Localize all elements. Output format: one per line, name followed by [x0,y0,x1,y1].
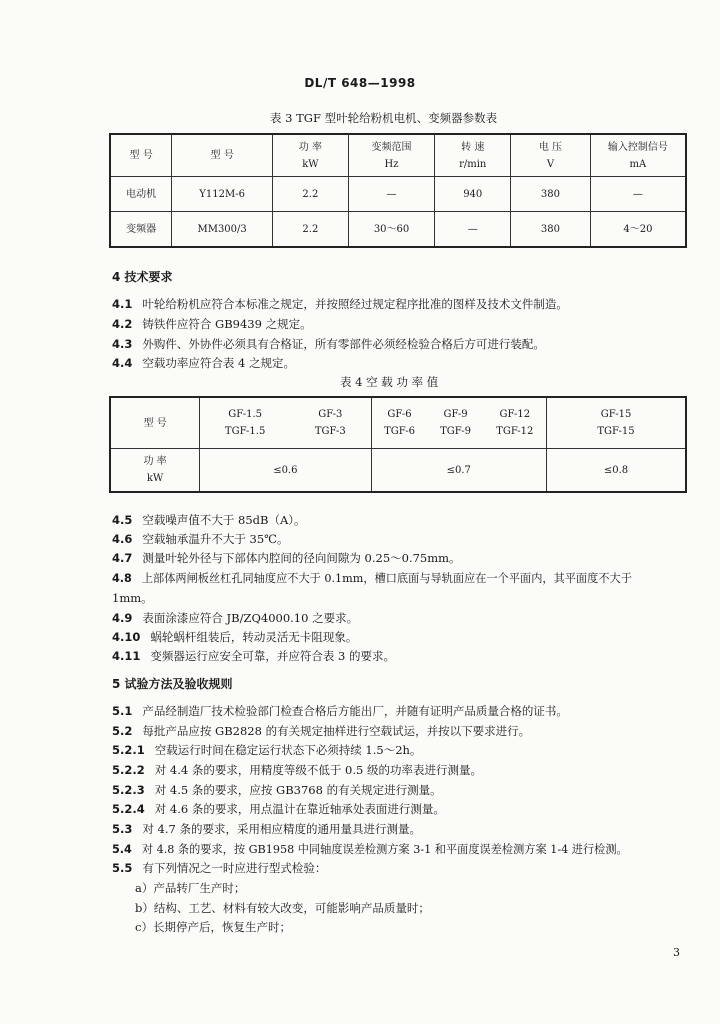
table4-model-group [371,397,547,449]
table3-header-cell: 变频范围 Hz [348,134,435,177]
clause-4-4: 4.4 空载功率应符合表 4 之规定。 [112,356,296,370]
clause-5-3: 5.3 对 4.7 条的要求，采用相应精度的通用量具进行测量。 [112,822,421,836]
section4-heading: 4 技术要求 [112,270,173,284]
standard-code-header: DL/T 648—1998 [304,76,416,90]
table3-cell: MM300/3 [172,212,273,248]
table4-model: GF-15 TGF-15 [597,409,635,437]
page-number: 3 [673,946,680,959]
table4-model: GF-6 TGF-6 [384,409,415,437]
table3-cell: 30～60 [348,212,435,248]
sub-item-c: c）长期停产后，恢复生产时； [135,920,291,934]
table3-cell: 2.2 [273,212,349,248]
table4-power-label: 功 率 kW [110,449,200,493]
clause-5-2-1: 5.2.1 空载运行时间在稳定运行状态下必须持续 1.5～2h。 [112,743,422,757]
sub-item-b: b）结构、工艺、材料有较大改变，可能影响产品质量时； [135,901,430,915]
clause-4-6: 4.6 空载轴承温升不大于 35℃。 [112,532,289,546]
table3-header-cell: 型 号 [110,134,172,177]
clause-4-8: 4.8 上部体两闸板丝杠孔同轴度应不大于 0.1mm，槽口底面与导轨面应在一个平面内，其平面度不大于 [112,572,632,585]
clause-5-2-2: 5.2.2 对 4.4 条的要求，用精度等级不低于 0.5 级的功率表进行测量。 [112,763,482,777]
table4 [109,396,687,493]
table3-cell: 380 [511,177,591,212]
clause-5-2-3: 5.2.3 对 4.5 条的要求，应按 GB3768 的有关规定进行测量。 [112,783,442,797]
table3 [109,133,687,248]
table-row [110,212,686,248]
table3-caption: 表 3 TGF 型叶轮给粉机电机、变频器参数表 [270,111,498,125]
table3-header-cell: 电 压 V [511,134,591,177]
table3-cell: 940 [435,177,511,212]
clause-4-2: 4.2 铸铁件应符合 GB9439 之规定。 [112,317,312,331]
table4-model-row [110,397,686,449]
table4-model: GF-1.5 TGF-1.5 [224,409,266,437]
table4-model-group [200,397,371,449]
table3-header-cell: 转 速 r/min [435,134,511,177]
table3-header-row [110,134,686,177]
table4-model: GF-3 TGF-3 [314,409,346,437]
table3-cell: — [348,177,435,212]
clause-4-3: 4.3 外购件、外协件必须具有合格证，所有零部件必须经检验合格后方可进行装配。 [112,337,545,351]
table4-row-label: 型 号 [110,397,200,449]
table3-header-cell: 输入控制信号 mA [590,134,686,177]
clause-5-2: 5.2 每批产品应按 GB2828 的有关规定抽样进行空载试运，并按以下要求进行。 [112,724,531,738]
table3-cell: 2.2 [273,177,349,212]
clause-5-1: 5.1 产品经制造厂技术检验部门检查合格后方能出厂，并随有证明产品质量合格的证书。 [112,704,568,718]
table3-cell: 电动机 [110,177,172,212]
table4-power-row [110,449,686,493]
clause-4-1: 4.1 叶轮给粉机应符合本标准之规定，并按照经过规定程序批准的图样及技术文件制造。 [112,297,568,311]
clause-4-5: 4.5 空载噪声值不大于 85dB（A）。 [112,513,306,527]
table4-model: GF-12 TGF-12 [496,409,534,437]
table4-caption: 表 4 空 载 功 率 值 [340,375,439,389]
table3-header-cell: 型 号 [172,134,273,177]
clause-5-5: 5.5 有下列情况之一时应进行型式检验： [112,861,327,875]
table3-header-cell: 功 率 kW [273,134,349,177]
sub-item-a: a）产品转厂生产时； [135,881,246,895]
clause-5-4: 5.4 对 4.8 条的要求，按 GB1958 中同轴度误差检测方案 3-1 和平面度误差检测方案 1-4 进行检测。 [112,843,628,856]
clause-4-10: 4.10 蜗轮蜗杆组装后，转动灵活无卡阻现象。 [112,630,358,644]
table3-cell: Y112M-6 [172,177,273,212]
clause-4-11: 4.11 变频器运行应安全可靠，并应符合表 3 的要求。 [112,649,396,663]
table4-value: ≤0.6 [200,449,371,493]
table3-cell: — [590,177,686,212]
clause-4-7: 4.7 测量叶轮外径与下部体内腔间的径向间隙为 0.25～0.75mm。 [112,551,461,565]
table3-cell: 4～20 [590,212,686,248]
clause-4-9: 4.9 表面涂漆应符合 JB/ZQ4000.10 之要求。 [112,611,359,625]
table4-value: ≤0.8 [547,449,686,493]
table4-model: GF-9 TGF-9 [440,409,472,437]
table3-cell: — [435,212,511,248]
clause-5-2-4: 5.2.4 对 4.6 条的要求，用点温计在靠近轴承处表面进行测量。 [112,802,445,816]
section5-heading: 5 试验方法及验收规则 [112,677,233,691]
table-row [110,177,686,212]
table4-value: ≤0.7 [371,449,547,493]
table3-cell: 380 [511,212,591,248]
table4-model-group [547,397,686,449]
table3-cell: 变频器 [110,212,172,248]
clause-4-8-cont: 1mm。 [112,591,153,605]
